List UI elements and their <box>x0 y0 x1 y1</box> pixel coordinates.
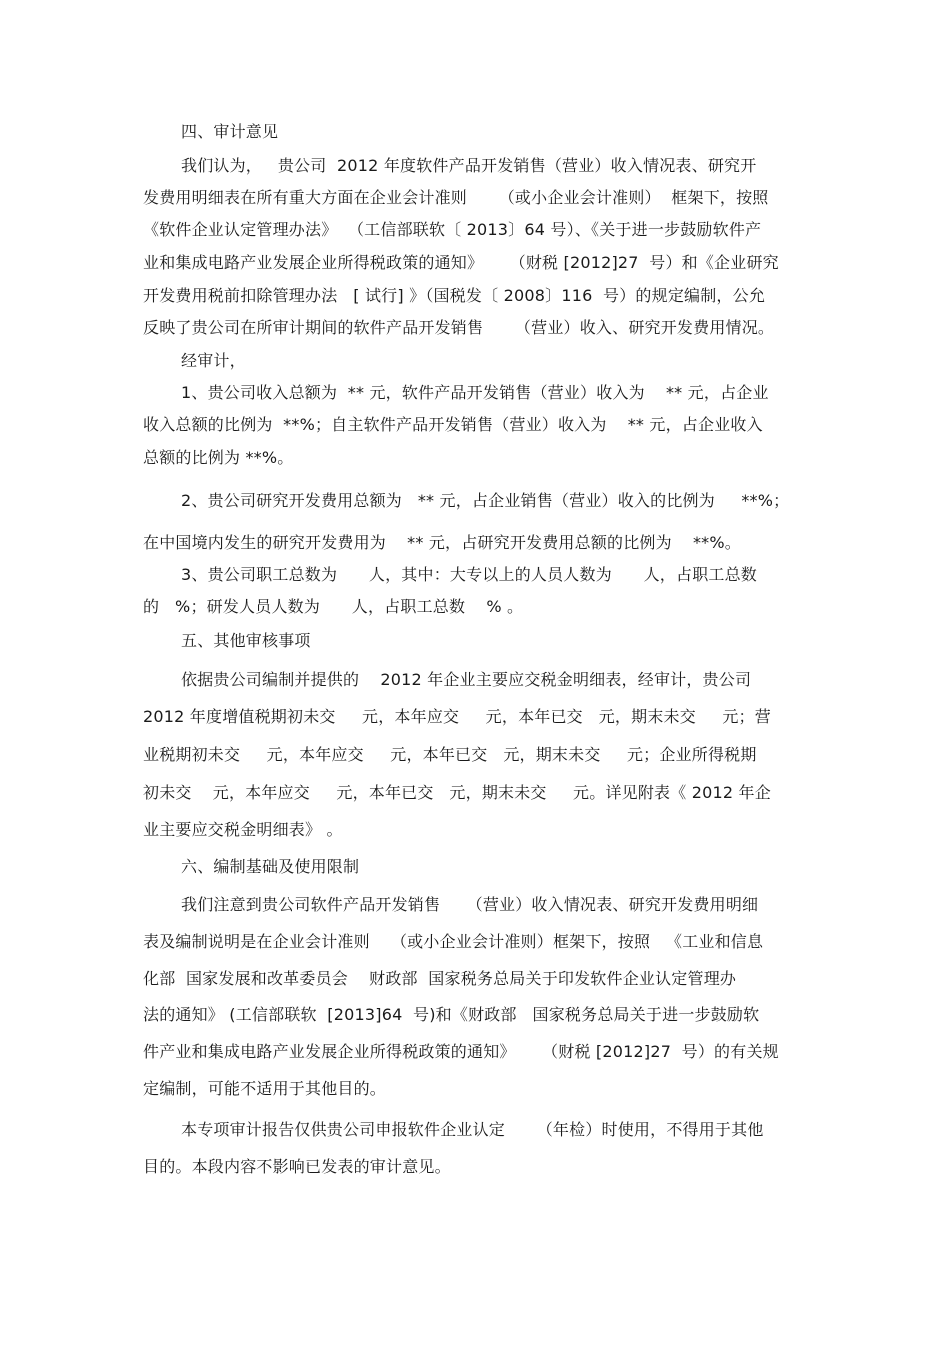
paragraph-line: 收入总额的比例为 **%；自主软件产品开发销售（营业）收入为 ** 元，占企业收入 <box>143 415 763 434</box>
paragraph-line: 件产业和集成电路产业发展企业所得税政策的通知》 （财税 [2012]27 号）的有关规 <box>143 1042 779 1061</box>
paragraph-line: 我们认为， 贵公司 2012 年度软件产品开发销售（营业）收入情况表、研究开 <box>181 156 757 175</box>
paragraph-line: 初未交 元，本年应交 元，本年已交 元，期末未交 元。详见附表《 2012 年企 <box>143 783 771 802</box>
paragraph-line: 业和集成电路产业发展企业所得税政策的通知》 （财税 [2012]27 号）和《企业研究 <box>143 253 779 272</box>
paragraph-line: 依据贵公司编制并提供的 2012 年企业主要应交税金明细表，经审计，贵公司 <box>181 670 752 689</box>
paragraph-line: 《软件企业认定管理办法》 （工信部联软〔 2013〕64 号）、《关于进一步鼓励软件产 <box>143 220 762 239</box>
paragraph-line: 我们注意到贵公司软件产品开发销售 （营业）收入情况表、研究开发费用明细 <box>181 895 759 914</box>
paragraph-line: 目的。本段内容不影响已发表的审计意见。 <box>143 1157 451 1176</box>
section-heading-other-review: 五、其他审核事项 <box>181 631 311 650</box>
section-heading-basis-and-restrictions: 六、编制基础及使用限制 <box>181 857 360 876</box>
paragraph-line: 法的通知》 (工信部联软 [2013]64 号)和《财政部 国家税务总局关于进一步鼓励软 <box>143 1005 760 1024</box>
paragraph-line: 1、贵公司收入总额为 ** 元，软件产品开发销售（营业）收入为 ** 元，占企业 <box>181 383 769 402</box>
paragraph-line: 的 %；研发人员人数为 人，占职工总数 % 。 <box>143 597 524 616</box>
paragraph-line: 表及编制说明是在企业会计准则 （或小企业会计准则）框架下，按照 《工业和信息 <box>143 932 764 951</box>
paragraph-line: 开发费用税前扣除管理办法 [ 试行] 》（国税发〔 2008〕116 号）的规定编制，公允 <box>143 286 766 305</box>
paragraph-line: 经审计， <box>181 351 246 370</box>
paragraph-line: 3、贵公司职工总数为 人，其中：大专以上的人员人数为 人，占职工总数 <box>181 565 758 584</box>
section-heading-audit-opinion: 四、审计意见 <box>181 122 279 141</box>
paragraph-line: 2、贵公司研究开发费用总额为 ** 元，占企业销售（营业）收入的比例为 **%； <box>181 491 790 510</box>
paragraph-line: 2012 年度增值税期初未交 元，本年应交 元，本年已交 元，期末未交 元；营 <box>143 707 771 726</box>
paragraph-line: 在中国境内发生的研究开发费用为 ** 元，占研究开发费用总额的比例为 **%。 <box>143 533 741 552</box>
paragraph-line: 反映了贵公司在所审计期间的软件产品开发销售 （营业）收入、研究开发费用情况。 <box>143 318 775 337</box>
paragraph-line: 业主要应交税金明细表》 。 <box>143 820 343 839</box>
paragraph-line: 业税期初未交 元，本年应交 元，本年已交 元，期末未交 元；企业所得税期 <box>143 745 757 764</box>
paragraph-line: 本专项审计报告仅供贵公司申报软件企业认定 （年检）时使用，不得用于其他 <box>181 1120 764 1139</box>
paragraph-line: 总额的比例为 **%。 <box>143 448 294 467</box>
paragraph-line: 定编制，可能不适用于其他目的。 <box>143 1079 387 1098</box>
paragraph-line: 化部 国家发展和改革委员会 财政部 国家税务总局关于印发软件企业认定管理办 <box>143 969 737 988</box>
paragraph-line: 发费用明细表在所有重大方面在企业会计准则 （或小企业会计准则） 框架下，按照 <box>143 188 769 207</box>
